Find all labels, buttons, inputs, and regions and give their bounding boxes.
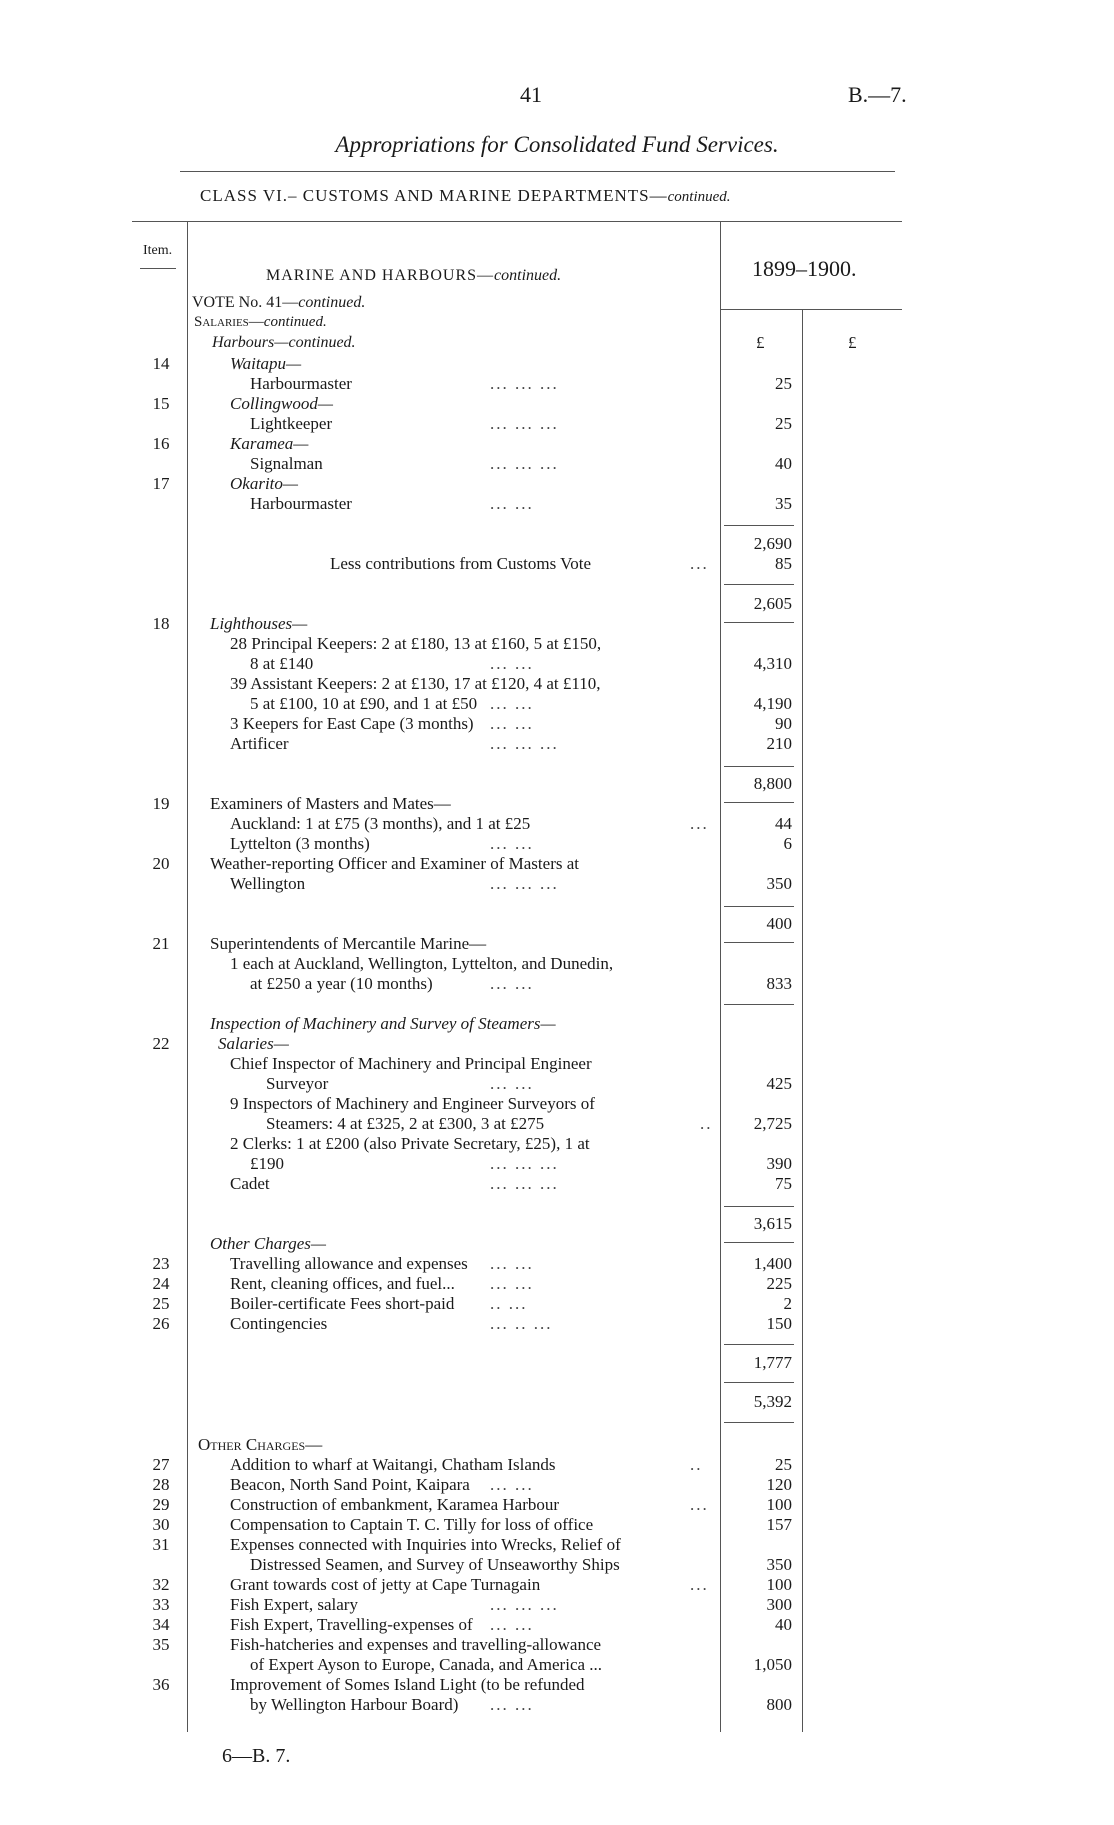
class-heading: CLASS VI.– CUSTOMS AND MARINE DEPARTMENTS—continued. bbox=[200, 186, 731, 205]
table-row: 19 Examiners of Masters and Mates— bbox=[152, 794, 451, 813]
table-row: Inspection of Machinery and Survey of Steamers— bbox=[210, 1014, 556, 1033]
table-row: Signalman ... ... ... 40 bbox=[250, 454, 792, 473]
subtotal-rule bbox=[724, 1344, 794, 1345]
table-row: 31 Expenses connected with Inquiries into Wrecks, Relief of bbox=[152, 1535, 621, 1554]
table-row: 14 Waitapu— bbox=[152, 354, 302, 373]
table-row: Harbourmaster ... ... 35 bbox=[250, 494, 792, 513]
table-row: 25 Boiler-certificate Fees short-paid .. ... 2 bbox=[152, 1294, 792, 1313]
table-top-rule bbox=[132, 221, 902, 222]
harbours-heading: Harbours—continued. bbox=[212, 334, 356, 351]
table-row: at £250 a year (10 months) ... ... 833 bbox=[250, 974, 792, 993]
table-row: Surveyor ... ... 425 bbox=[266, 1074, 792, 1093]
table-row: 23 Travelling allowance and expenses ... ... 1,400 bbox=[152, 1254, 792, 1273]
subtotal-rule bbox=[724, 1382, 794, 1383]
table-row: 21 Superintendents of Mercantile Marine— bbox=[152, 934, 487, 953]
subtotal-row: 1,777 bbox=[753, 1353, 792, 1372]
document-reference: B.—7. bbox=[848, 82, 907, 107]
title-rule bbox=[180, 171, 895, 172]
table-row: Chief Inspector of Machinery and Principal Engineer bbox=[230, 1054, 592, 1073]
subtotal-row: 400 bbox=[766, 914, 792, 933]
subtotal-row: 3,615 bbox=[753, 1214, 792, 1233]
table-row: 15 Collingwood— bbox=[152, 394, 333, 413]
table-row: by Wellington Harbour Board) ... ... 800 bbox=[250, 1695, 792, 1714]
table-row: Lyttelton (3 months) ... ... 6 bbox=[230, 834, 792, 853]
section-heading-marine: MARINE AND HARBOURS—continued. bbox=[266, 267, 562, 284]
table-row: £190 ... ... ... 390 bbox=[250, 1154, 792, 1173]
currency-symbol-left: £ bbox=[756, 333, 765, 352]
table-row: 30 Compensation to Captain T. C. Tilly for loss of office 157 bbox=[152, 1515, 792, 1534]
year-header-rule bbox=[720, 309, 902, 310]
subtotal-rule bbox=[724, 525, 794, 526]
currency-symbol-right: £ bbox=[848, 333, 857, 352]
table-row: 36 Improvement of Somes Island Light (to be refunded bbox=[152, 1675, 585, 1694]
footer-signature: 6—B. 7. bbox=[222, 1745, 291, 1767]
total-row: 5,392 bbox=[753, 1392, 792, 1411]
table-row: 33 Fish Expert, salary ... ... ... 300 bbox=[152, 1595, 792, 1614]
table-row: 39 Assistant Keepers: 2 at £130, 17 at £120, 4 at £110, bbox=[230, 674, 601, 693]
subtotal-rule bbox=[724, 766, 794, 767]
subtotal-row: 2,690 bbox=[753, 534, 792, 553]
deduction-row: Less contributions from Customs Vote ... 85 bbox=[330, 554, 792, 573]
table-row: Auckland: 1 at £75 (3 months), and 1 at £25 ... 44 bbox=[230, 814, 792, 833]
table-row: Steamers: 4 at £325, 2 at £300, 3 at £275 .. 2,725 bbox=[266, 1114, 792, 1133]
vote-heading: VOTE No. 41—continued. bbox=[192, 294, 366, 311]
table-row: Artificer ... ... ... 210 bbox=[230, 734, 792, 753]
table-row: 29 Construction of embankment, Karamea Harbour ... 100 bbox=[152, 1495, 792, 1514]
table-row: Harbourmaster ... ... ... 25 bbox=[250, 374, 792, 393]
table-row: Other Charges— bbox=[198, 1435, 323, 1454]
table-row: 9 Inspectors of Machinery and Engineer Surveyors of bbox=[230, 1094, 595, 1113]
subtotal-rule bbox=[724, 1004, 794, 1005]
item-column-header: Item. bbox=[143, 243, 173, 258]
table-row: 28 Beacon, North Sand Point, Kaipara ... ... 120 bbox=[152, 1475, 792, 1494]
table-row: 2 Clerks: 1 at £200 (also Private Secretary, £25), 1 at bbox=[230, 1134, 590, 1153]
table-row: 24 Rent, cleaning offices, and fuel... ... ... 225 bbox=[152, 1274, 792, 1293]
table-row: 17 Okarito— bbox=[152, 474, 298, 493]
table-row: Wellington ... ... ... 350 bbox=[230, 874, 792, 893]
page-title: Appropriations for Consolidated Fund Services. bbox=[335, 132, 779, 157]
salaries-heading: Salaries—continued. bbox=[194, 314, 327, 330]
table-row: 28 Principal Keepers: 2 at £180, 13 at £160, 5 at £150, bbox=[230, 634, 602, 653]
subtotal-rule bbox=[724, 1422, 794, 1423]
table-row: 20 Weather-reporting Officer and Examiner of Masters at bbox=[152, 854, 579, 873]
table-row: Other Charges— bbox=[210, 1234, 327, 1253]
table-row: 22 Salaries— bbox=[152, 1034, 289, 1053]
item-header-rule bbox=[140, 268, 176, 269]
table-row: 35 Fish-hatcheries and expenses and travelling-allowance bbox=[152, 1635, 602, 1654]
year-column-header: 1899–1900. bbox=[752, 256, 857, 281]
subtotal-rule bbox=[724, 584, 794, 585]
table-row: 3 Keepers for East Cape (3 months) ... ... 90 bbox=[230, 714, 792, 733]
table-row: 8 at £140 ... ... 4,310 bbox=[250, 654, 792, 673]
table-row: of Expert Ayson to Europe, Canada, and America ... 1,050 bbox=[250, 1655, 792, 1674]
table-row: 16 Karamea— bbox=[152, 434, 309, 453]
table-row: 34 Fish Expert, Travelling-expenses of ... ... 40 bbox=[152, 1615, 792, 1634]
subtotal-row: 2,605 bbox=[753, 594, 792, 613]
table-row: Distressed Seamen, and Survey of Unseaworthy Ships 350 bbox=[250, 1555, 792, 1574]
table-row: 1 each at Auckland, Wellington, Lyttelton, and Dunedin, bbox=[230, 954, 614, 973]
subtotal-rule bbox=[724, 1206, 794, 1207]
table-row: Cadet ... ... ... 75 bbox=[230, 1174, 792, 1193]
subtotal-row: 8,800 bbox=[753, 774, 792, 793]
table-row: 18 Lighthouses— bbox=[152, 614, 308, 633]
table-row: Lightkeeper ... ... ... 25 bbox=[250, 414, 792, 433]
table-row: 26 Contingencies ... .. ... 150 bbox=[152, 1314, 792, 1333]
page-number: 41 bbox=[520, 82, 542, 107]
table-row: 5 at £100, 10 at £90, and 1 at £50 ... ... 4,190 bbox=[250, 694, 792, 713]
subtotal-rule bbox=[724, 906, 794, 907]
table-row: 27 Addition to wharf at Waitangi, Chatham Islands .. 25 bbox=[152, 1455, 792, 1474]
table-row: 32 Grant towards cost of jetty at Cape Turnagain ... 100 bbox=[152, 1575, 792, 1594]
